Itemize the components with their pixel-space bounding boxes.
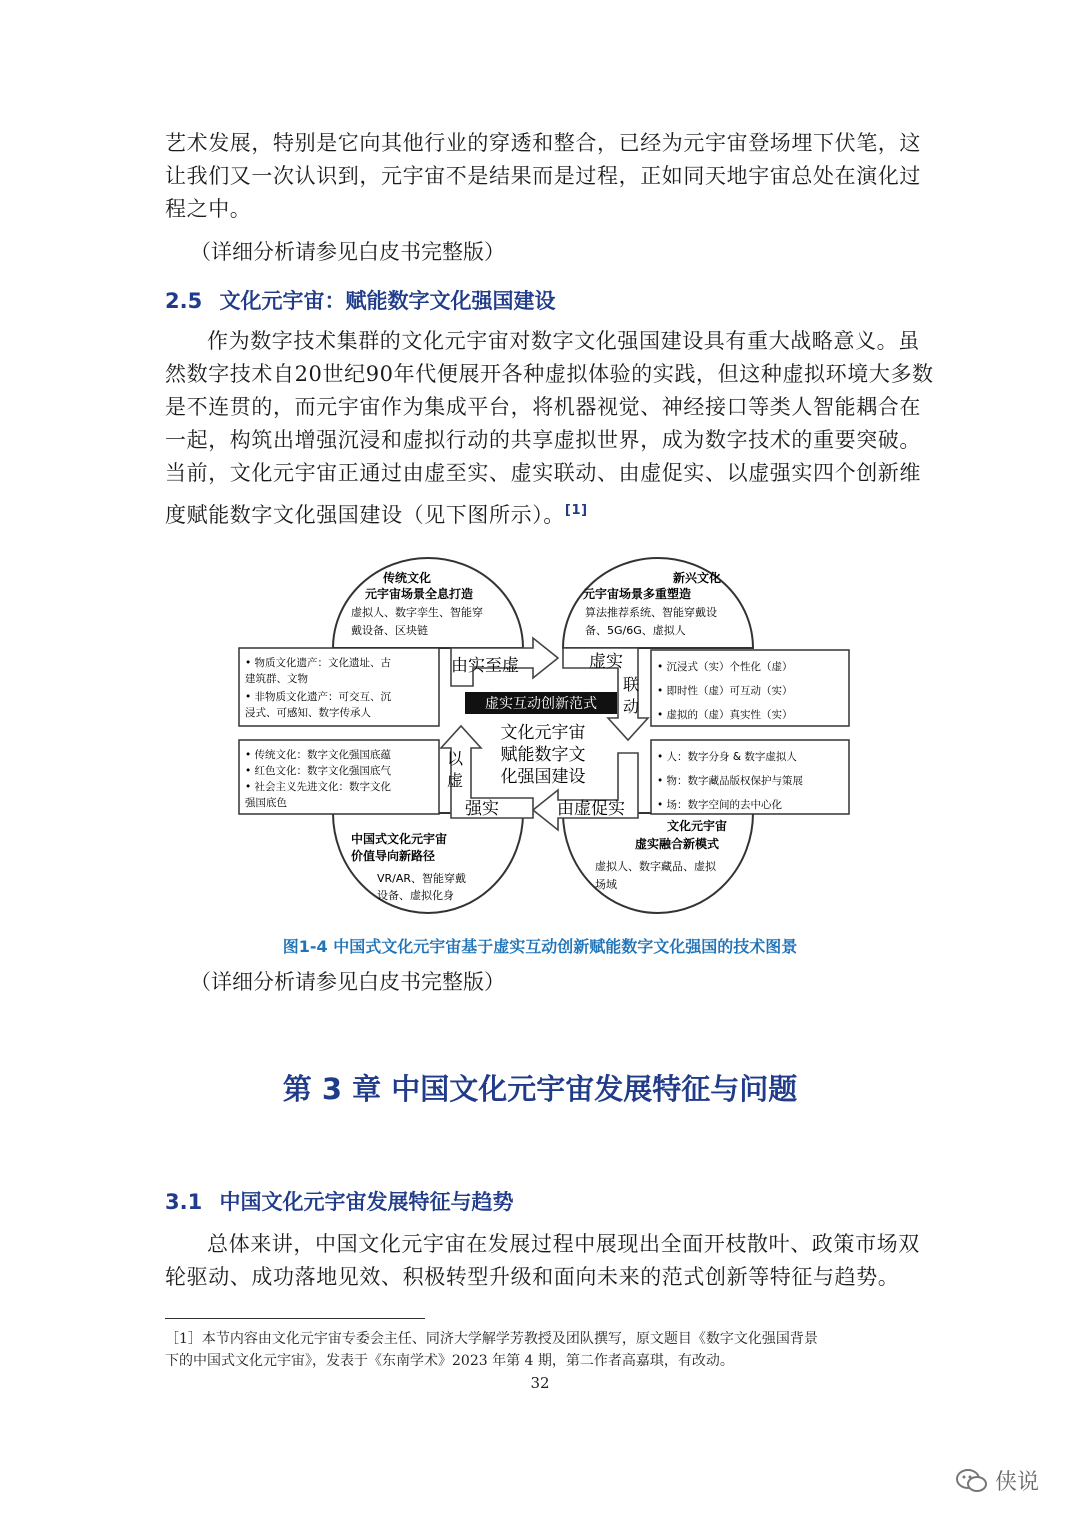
paragraph-line: 然数字技术自20世纪90年代便展开各种虚拟体验的实践，但这种虚拟环境大多数 xyxy=(165,362,934,386)
br-title-2: 虚实融合新模式 xyxy=(635,837,720,851)
technology-landscape-diagram xyxy=(233,548,853,918)
paragraph-line: 当前，文化元宇宙正通过由虚至实、虚实联动、由虚促实、以虚强实四个创新维 xyxy=(165,461,921,485)
page-number: 32 xyxy=(530,1374,550,1392)
br-title-1: 文化元宇宙 xyxy=(667,819,728,833)
arrow-label-top-left: 由实至虚 xyxy=(451,656,519,676)
tr-text-1: 算法推荐系统、智能穿戴设 xyxy=(585,606,717,619)
footnote xyxy=(165,1328,925,1372)
paragraph-line: 艺术发展，特别是它向其他行业的穿透和整合，已经为元宇宙登场埋下伏笔，这 xyxy=(165,131,921,155)
box-bl-line: • 社会主义先进文化：数字文化 xyxy=(245,781,392,793)
center-text-1: 文化元宇宙 xyxy=(500,723,586,743)
arrow-label-left-2: 虚 xyxy=(447,771,464,790)
tl-title-1: 传统文化 xyxy=(383,571,432,585)
section-paragraph xyxy=(165,1228,920,1294)
box-br-line: • 物：数字藏品版权保护与策展 xyxy=(657,775,804,787)
tl-text-1: 虚拟人、数字孪生、智能穿 xyxy=(351,606,483,619)
figure-caption: 图1-4 中国式文化元宇宙基于虚实互动创新赋能数字文化强国的技术图景 xyxy=(282,937,798,956)
tl-text-2: 戴设备、区块链 xyxy=(351,624,428,637)
tr-text-2: 备、5G/6G、虚拟人 xyxy=(585,624,686,637)
footnote-line: 下的中国式文化元宇宙》，发表于《东南学术》2023 年第 4 期，第二作者高嘉琪，有改动。 xyxy=(165,1353,734,1369)
center-text-2: 赋能数字文 xyxy=(500,745,586,765)
paragraph-line: 总体来讲，中国文化元宇宙在发展过程中展现出全面开枝散叶、政策市场双 xyxy=(207,1232,920,1256)
arrow-label-bottom-left: 强实 xyxy=(465,799,499,819)
watermark xyxy=(955,1465,1039,1496)
section-heading-2-5 xyxy=(165,285,556,315)
box-bl-line: 强国底色 xyxy=(245,797,287,809)
box-tl-line: 建筑群、文物 xyxy=(245,673,308,685)
arrow-label-top-right: 虚实 xyxy=(589,652,623,672)
box-br-line: • 场：数字空间的去中心化 xyxy=(657,799,783,811)
paragraph-line: 一起，构筑出增强沉浸和虚拟行动的共享虚拟世界，成为数字技术的重要突破。 xyxy=(165,428,921,452)
tl-title-2: 元宇宙场景全息打造 xyxy=(365,587,474,601)
whitepaper-note: （详细分析请参见白皮书完整版） xyxy=(190,970,505,994)
arrow-label-right-2: 动 xyxy=(623,697,640,716)
top-paragraph xyxy=(165,127,921,226)
paragraph-line: 轮驱动、成功落地见效、积极转型升级和面向未来的范式创新等特征与趋势。 xyxy=(165,1265,900,1289)
center-banner-text: 虚实互动创新范式 xyxy=(485,696,597,712)
section-paragraph xyxy=(165,325,934,532)
tr-title-2: 元宇宙场景多重塑造 xyxy=(583,587,692,601)
bl-text-1: VR/AR、智能穿戴 xyxy=(377,872,467,885)
chapter-title: 第 3 章 中国文化元宇宙发展特征与问题 xyxy=(282,1072,798,1106)
box-br-line: • 人：数字分身 & 数字虚拟人 xyxy=(657,751,797,763)
footnote-divider xyxy=(165,1318,425,1319)
box-bl-line: • 红色文化：数字文化强国底气 xyxy=(245,765,392,777)
paragraph-text: 度赋能数字文化强国建设（见下图所示）。 xyxy=(165,503,565,527)
box-tr-line: • 沉浸式（实）个性化（虚） xyxy=(657,661,793,673)
section-title: 中国文化元宇宙发展特征与趋势 xyxy=(219,1190,514,1214)
watermark-text: 侠说 xyxy=(995,1470,1040,1495)
paragraph-line: 作为数字技术集群的文化元宇宙对数字文化强国建设具有重大战略意义。虽 xyxy=(207,329,920,353)
paragraph-line: 程之中。 xyxy=(165,197,252,221)
wechat-icon xyxy=(955,1467,989,1495)
section-heading-3-1 xyxy=(165,1186,514,1216)
box-tr-line: • 即时性（虚）可互动（实） xyxy=(657,685,793,697)
bl-title-2: 价值导向新路径 xyxy=(351,849,436,863)
paragraph-line: 是不连贯的，而元宇宙作为集成平台，将机器视觉、神经接口等类人智能耦合在 xyxy=(165,395,921,419)
paragraph-line: 让我们又一次认识到，元宇宙不是结果而是过程，正如同天地宇宙总处在演化过 xyxy=(165,164,921,188)
bl-text-2: 设备、虚拟化身 xyxy=(377,889,454,902)
box-tl-line: 浸式、可感知、数字传承人 xyxy=(245,707,371,719)
section-number: 3.1 xyxy=(165,1190,203,1214)
br-text-2: 场域 xyxy=(595,878,617,891)
section-number: 2.5 xyxy=(165,289,203,313)
arrow-label-left-1: 以 xyxy=(447,749,464,768)
footnote-ref[interactable]: [1] xyxy=(564,503,588,518)
box-tl-line: • 非物质文化遗产：可交互、沉 xyxy=(245,691,392,703)
section-title: 文化元宇宙：赋能数字文化强国建设 xyxy=(219,289,556,313)
footnote-line: ［1］本节内容由文化元宇宙专委会主任、同济大学解学芳教授及团队撰写，原文题目《数字文化强国背景 xyxy=(165,1331,818,1347)
whitepaper-note: （详细分析请参见白皮书完整版） xyxy=(190,240,505,264)
arrow-label-right-1: 联 xyxy=(623,675,640,694)
box-tr-line: • 虚拟的（虚）真实性（实） xyxy=(657,709,793,721)
paragraph-line xyxy=(165,494,917,532)
br-text-1: 虚拟人、数字藏品、虚拟 xyxy=(595,860,716,873)
center-text-3: 化强国建设 xyxy=(500,767,586,787)
arrow-label-bottom-right: 由虚促实 xyxy=(557,799,625,819)
box-bl-line: • 传统文化：数字文化强国底蕴 xyxy=(245,749,392,761)
tr-title-1: 新兴文化 xyxy=(673,571,722,585)
bl-title-1: 中国式文化元宇宙 xyxy=(351,832,448,846)
box-tl-line: • 物质文化遗产：文化遗址、古 xyxy=(245,657,392,669)
